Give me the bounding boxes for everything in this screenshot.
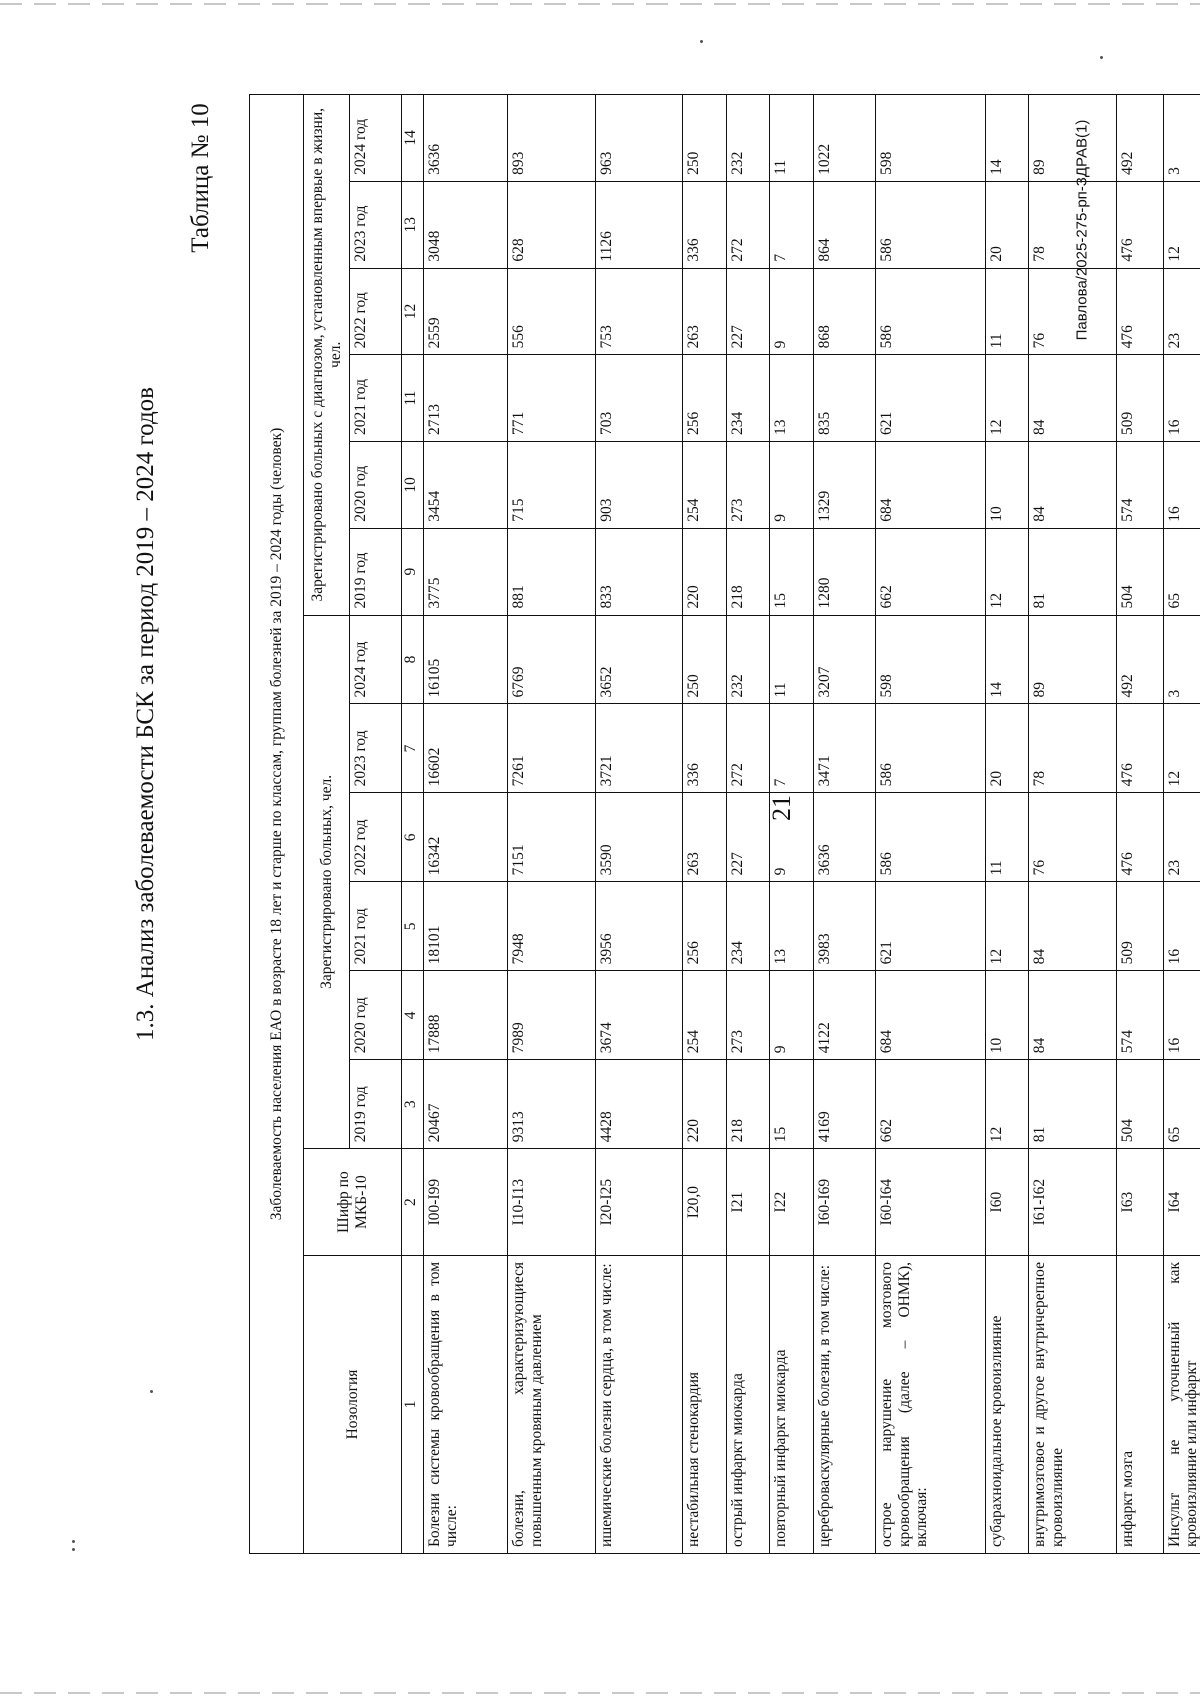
registered-value-cell: 16342 — [424, 793, 508, 882]
first-time-value-cell: 835 — [814, 355, 876, 442]
first-time-value-cell: 14 — [985, 95, 1029, 182]
year-header-registered: 2021 год — [350, 882, 402, 971]
first-time-value-cell: 220 — [683, 528, 727, 615]
col-header-nosology: Нозология — [304, 1255, 402, 1553]
table-row — [1029, 95, 1116, 1554]
icd-code-cell: I10-I13 — [508, 1149, 595, 1256]
first-time-value-cell: 20 — [985, 181, 1029, 268]
year-header-first-time: 2022 год — [350, 268, 402, 355]
icd-code-cell: I20,0 — [683, 1149, 727, 1256]
first-time-value-cell: 273 — [726, 442, 770, 529]
registered-value-cell: 3207 — [814, 615, 876, 704]
registered-value-cell: 17888 — [424, 971, 508, 1060]
first-time-value-cell: 13 — [770, 355, 814, 442]
registered-value-cell: 7151 — [508, 793, 595, 882]
icd-code-cell: I21 — [726, 1149, 770, 1256]
first-time-value-cell: 715 — [508, 442, 595, 529]
first-time-value-cell: 504 — [1116, 528, 1163, 615]
first-time-value-cell: 833 — [595, 528, 682, 615]
year-header-registered: 2020 год — [350, 971, 402, 1060]
first-time-value-cell: 771 — [508, 355, 595, 442]
registered-value-cell: 23 — [1163, 793, 1200, 882]
first-time-value-cell: 574 — [1116, 442, 1163, 529]
registered-value-cell: 3674 — [595, 971, 682, 1060]
registered-value-cell: 273 — [726, 971, 770, 1060]
registered-value-cell: 3636 — [814, 793, 876, 882]
first-time-value-cell: 78 — [1029, 181, 1116, 268]
first-time-value-cell: 1022 — [814, 95, 876, 182]
first-time-value-cell: 598 — [876, 95, 985, 182]
registered-value-cell: 220 — [683, 1060, 727, 1149]
first-time-value-cell: 509 — [1116, 355, 1163, 442]
first-time-value-cell: 621 — [876, 355, 985, 442]
nosology-cell: острый инфаркт миокарда — [726, 1255, 770, 1553]
nosology-cell: Болезни системы кровообращения в том числе: — [424, 1255, 508, 1553]
nosology-cell: острое нарушение мозгового кровообращения (далее – ОНМК), включая: — [876, 1255, 985, 1553]
registered-value-cell: 10 — [985, 971, 1029, 1060]
nosology-cell: инфаркт мозга — [1116, 1255, 1163, 1553]
registered-value-cell: 9313 — [508, 1060, 595, 1149]
registered-value-cell: 662 — [876, 1060, 985, 1149]
column-index: 7 — [402, 704, 424, 793]
first-time-value-cell: 1126 — [595, 181, 682, 268]
first-time-value-cell: 3048 — [424, 181, 508, 268]
registered-value-cell: 4122 — [814, 971, 876, 1060]
column-index: 5 — [402, 882, 424, 971]
registered-value-cell: 476 — [1116, 793, 1163, 882]
first-time-value-cell: 11 — [985, 268, 1029, 355]
first-time-value-cell: 586 — [876, 268, 985, 355]
registered-value-cell: 492 — [1116, 615, 1163, 704]
icd-code-cell: I63 — [1116, 1149, 1163, 1256]
nosology-cell: нестабильная стенокардия — [683, 1255, 727, 1553]
registered-value-cell: 12 — [1163, 704, 1200, 793]
registered-value-cell: 586 — [876, 704, 985, 793]
nosology-cell: внутримозговое и другое внутричерепное кровоизлияние — [1029, 1255, 1116, 1553]
registered-value-cell: 20 — [985, 704, 1029, 793]
column-index: 1 — [402, 1255, 424, 1553]
column-index: 11 — [402, 355, 424, 442]
registered-value-cell: 336 — [683, 704, 727, 793]
first-time-value-cell: 11 — [770, 95, 814, 182]
registered-value-cell: 476 — [1116, 704, 1163, 793]
first-time-value-cell: 84 — [1029, 355, 1116, 442]
first-time-value-cell: 12 — [985, 355, 1029, 442]
registered-value-cell: 12 — [985, 1060, 1029, 1149]
first-time-value-cell: 23 — [1163, 268, 1200, 355]
table-row — [595, 95, 682, 1554]
first-time-value-cell: 476 — [1116, 181, 1163, 268]
nosology-cell: цереброваскулярные болезни, в том числе: — [814, 1255, 876, 1553]
column-index: 6 — [402, 793, 424, 882]
registered-value-cell: 16602 — [424, 704, 508, 793]
page-number: 21 — [767, 795, 796, 821]
first-time-value-cell: 684 — [876, 442, 985, 529]
first-time-value-cell: 2559 — [424, 268, 508, 355]
icd-code-cell: I20-I25 — [595, 1149, 682, 1256]
scan-speck — [1100, 56, 1103, 59]
registered-value-cell: 263 — [683, 793, 727, 882]
column-index: 14 — [402, 95, 424, 182]
first-time-value-cell: 272 — [726, 181, 770, 268]
registered-value-cell: 4169 — [814, 1060, 876, 1149]
scan-speck — [700, 40, 703, 43]
column-index: 3 — [402, 1060, 424, 1149]
first-time-value-cell: 218 — [726, 528, 770, 615]
registered-value-cell: 3471 — [814, 704, 876, 793]
first-time-value-cell: 864 — [814, 181, 876, 268]
first-time-value-cell: 10 — [985, 442, 1029, 529]
first-time-value-cell: 1329 — [814, 442, 876, 529]
first-time-value-cell: 81 — [1029, 528, 1116, 615]
registered-value-cell: 9 — [770, 971, 814, 1060]
first-time-value-cell: 963 — [595, 95, 682, 182]
first-time-value-cell: 254 — [683, 442, 727, 529]
first-time-value-cell: 16 — [1163, 442, 1200, 529]
first-time-value-cell: 76 — [1029, 268, 1116, 355]
registered-value-cell: 16105 — [424, 615, 508, 704]
first-time-value-cell: 703 — [595, 355, 682, 442]
registered-value-cell: 6769 — [508, 615, 595, 704]
first-time-value-cell: 628 — [508, 181, 595, 268]
registered-value-cell: 3721 — [595, 704, 682, 793]
nosology-cell: субарахноидальное кровоизлияние — [985, 1255, 1029, 1553]
registered-value-cell: 16 — [1163, 971, 1200, 1060]
column-index: 13 — [402, 181, 424, 268]
first-time-value-cell: 753 — [595, 268, 682, 355]
first-time-value-cell: 84 — [1029, 442, 1116, 529]
first-time-value-cell: 15 — [770, 528, 814, 615]
column-index: 4 — [402, 971, 424, 1060]
column-index: 2 — [402, 1149, 424, 1256]
icd-code-cell: I00-I99 — [424, 1149, 508, 1256]
registered-value-cell: 7989 — [508, 971, 595, 1060]
column-index: 10 — [402, 442, 424, 529]
table-main-header: Заболеваемость населения ЕАО в возрасте 18 лет и старше по классам, группам болезней за 2019 – 2024 годы (человек) — [250, 95, 304, 1554]
registered-value-cell: 574 — [1116, 971, 1163, 1060]
registered-value-cell: 18101 — [424, 882, 508, 971]
first-time-value-cell: 3 — [1163, 95, 1200, 182]
registered-value-cell: 3652 — [595, 615, 682, 704]
group-header-registered: Зарегистрировано больных, чел. — [304, 615, 350, 1149]
scan-speck — [72, 1540, 75, 1543]
registered-value-cell: 3956 — [595, 882, 682, 971]
first-time-value-cell: 476 — [1116, 268, 1163, 355]
col-header-code: Шифр по МКБ-10 — [304, 1149, 402, 1256]
table-row — [683, 95, 727, 1554]
registered-value-cell: 234 — [726, 882, 770, 971]
year-header-registered: 2022 год — [350, 793, 402, 882]
table-row — [726, 95, 770, 1554]
group-header-first-time: Зарегистрировано больных с диагнозом, установленным впервые в жизни, чел. — [304, 95, 350, 616]
first-time-value-cell: 7 — [770, 181, 814, 268]
table-row — [814, 95, 876, 1554]
registered-value-cell: 254 — [683, 971, 727, 1060]
icd-code-cell: I61-I62 — [1029, 1149, 1116, 1256]
first-time-value-cell: 250 — [683, 95, 727, 182]
year-header-registered: 2019 год — [350, 1060, 402, 1149]
year-header-first-time: 2019 год — [350, 528, 402, 615]
registered-value-cell: 9 — [770, 793, 814, 882]
first-time-value-cell: 9 — [770, 268, 814, 355]
registered-value-cell: 684 — [876, 971, 985, 1060]
icd-code-cell: I60-I64 — [876, 1149, 985, 1256]
first-time-value-cell: 3636 — [424, 95, 508, 182]
registered-value-cell: 89 — [1029, 615, 1116, 704]
year-header-first-time: 2020 год — [350, 442, 402, 529]
table-row — [1116, 95, 1163, 1554]
registered-value-cell: 218 — [726, 1060, 770, 1149]
registered-value-cell: 65 — [1163, 1060, 1200, 1149]
table-body — [424, 95, 1200, 1554]
registered-value-cell: 11 — [985, 793, 1029, 882]
first-time-value-cell: 903 — [595, 442, 682, 529]
first-time-value-cell: 65 — [1163, 528, 1200, 615]
column-index: 12 — [402, 268, 424, 355]
scan-edge-bottom — [0, 1692, 1200, 1694]
registered-value-cell: 7948 — [508, 882, 595, 971]
registered-value-cell: 81 — [1029, 1060, 1116, 1149]
section-title: 1.3. Анализ заболеваемости БСК за период 2019 – 2024 годов — [132, 387, 159, 1041]
registered-value-cell: 250 — [683, 615, 727, 704]
first-time-value-cell: 232 — [726, 95, 770, 182]
first-time-value-cell: 2713 — [424, 355, 508, 442]
morbidity-table-container — [249, 94, 1200, 1554]
registered-value-cell: 20467 — [424, 1060, 508, 1149]
column-index: 9 — [402, 528, 424, 615]
registered-value-cell: 7 — [770, 704, 814, 793]
registered-value-cell: 509 — [1116, 882, 1163, 971]
registered-value-cell: 598 — [876, 615, 985, 704]
registered-value-cell: 7261 — [508, 704, 595, 793]
table-row — [876, 95, 985, 1554]
first-time-value-cell: 12 — [1163, 181, 1200, 268]
nosology-cell: болезни, характеризующиеся повышенным кровяным давлением — [508, 1255, 595, 1553]
first-time-value-cell: 16 — [1163, 355, 1200, 442]
first-time-value-cell: 881 — [508, 528, 595, 615]
first-time-value-cell: 556 — [508, 268, 595, 355]
registered-value-cell: 504 — [1116, 1060, 1163, 1149]
table-row — [770, 95, 814, 1554]
table-row — [424, 95, 508, 1554]
first-time-value-cell: 1280 — [814, 528, 876, 615]
first-time-value-cell: 868 — [814, 268, 876, 355]
first-time-value-cell: 3454 — [424, 442, 508, 529]
year-header-first-time: 2023 год — [350, 181, 402, 268]
year-header-registered: 2023 год — [350, 704, 402, 793]
registered-value-cell: 3983 — [814, 882, 876, 971]
first-time-value-cell: 256 — [683, 355, 727, 442]
registered-value-cell: 16 — [1163, 882, 1200, 971]
scan-speck — [150, 1390, 153, 1393]
registered-value-cell: 272 — [726, 704, 770, 793]
nosology-cell: Инсульт не уточненный как кровоизлияние или инфаркт — [1163, 1255, 1200, 1553]
year-header-first-time: 2021 год — [350, 355, 402, 442]
table-row — [985, 95, 1029, 1554]
nosology-cell: повторный инфаркт миокарда — [770, 1255, 814, 1553]
icd-code-cell: I22 — [770, 1149, 814, 1256]
registered-value-cell: 256 — [683, 882, 727, 971]
first-time-value-cell: 263 — [683, 268, 727, 355]
first-time-value-cell: 234 — [726, 355, 770, 442]
registered-value-cell: 15 — [770, 1060, 814, 1149]
first-time-value-cell: 336 — [683, 181, 727, 268]
nosology-cell: ишемические болезни сердца, в том числе: — [595, 1255, 682, 1553]
table-row — [508, 95, 595, 1554]
first-time-value-cell: 893 — [508, 95, 595, 182]
icd-code-cell: I60-I69 — [814, 1149, 876, 1256]
registered-value-cell: 12 — [985, 882, 1029, 971]
footer-code: Павлова/2025-275-рп-ЗДРАВ(1) — [1073, 119, 1091, 341]
registered-value-cell: 3 — [1163, 615, 1200, 704]
year-header-registered: 2024 год — [350, 615, 402, 704]
registered-value-cell: 621 — [876, 882, 985, 971]
column-index-row — [402, 95, 424, 1554]
icd-code-cell: I64 — [1163, 1149, 1200, 1256]
first-time-value-cell: 492 — [1116, 95, 1163, 182]
registered-value-cell: 76 — [1029, 793, 1116, 882]
scan-edge-top — [0, 3, 1200, 5]
first-time-value-cell: 227 — [726, 268, 770, 355]
scan-speck — [72, 1548, 75, 1551]
first-time-value-cell: 89 — [1029, 95, 1116, 182]
first-time-value-cell: 9 — [770, 442, 814, 529]
registered-value-cell: 232 — [726, 615, 770, 704]
registered-value-cell: 14 — [985, 615, 1029, 704]
column-index: 8 — [402, 615, 424, 704]
first-time-value-cell: 662 — [876, 528, 985, 615]
first-time-value-cell: 12 — [985, 528, 1029, 615]
first-time-value-cell: 3775 — [424, 528, 508, 615]
registered-value-cell: 84 — [1029, 971, 1116, 1060]
registered-value-cell: 4428 — [595, 1060, 682, 1149]
first-time-value-cell: 586 — [876, 181, 985, 268]
registered-value-cell: 586 — [876, 793, 985, 882]
registered-value-cell: 227 — [726, 793, 770, 882]
year-header-first-time: 2024 год — [350, 95, 402, 182]
registered-value-cell: 84 — [1029, 882, 1116, 971]
morbidity-table — [249, 94, 1200, 1554]
registered-value-cell: 3590 — [595, 793, 682, 882]
icd-code-cell: I60 — [985, 1149, 1029, 1256]
registered-value-cell: 78 — [1029, 704, 1116, 793]
registered-value-cell: 13 — [770, 882, 814, 971]
registered-value-cell: 11 — [770, 615, 814, 704]
table-row — [1163, 95, 1200, 1554]
table-caption: Таблица № 10 — [187, 103, 214, 253]
